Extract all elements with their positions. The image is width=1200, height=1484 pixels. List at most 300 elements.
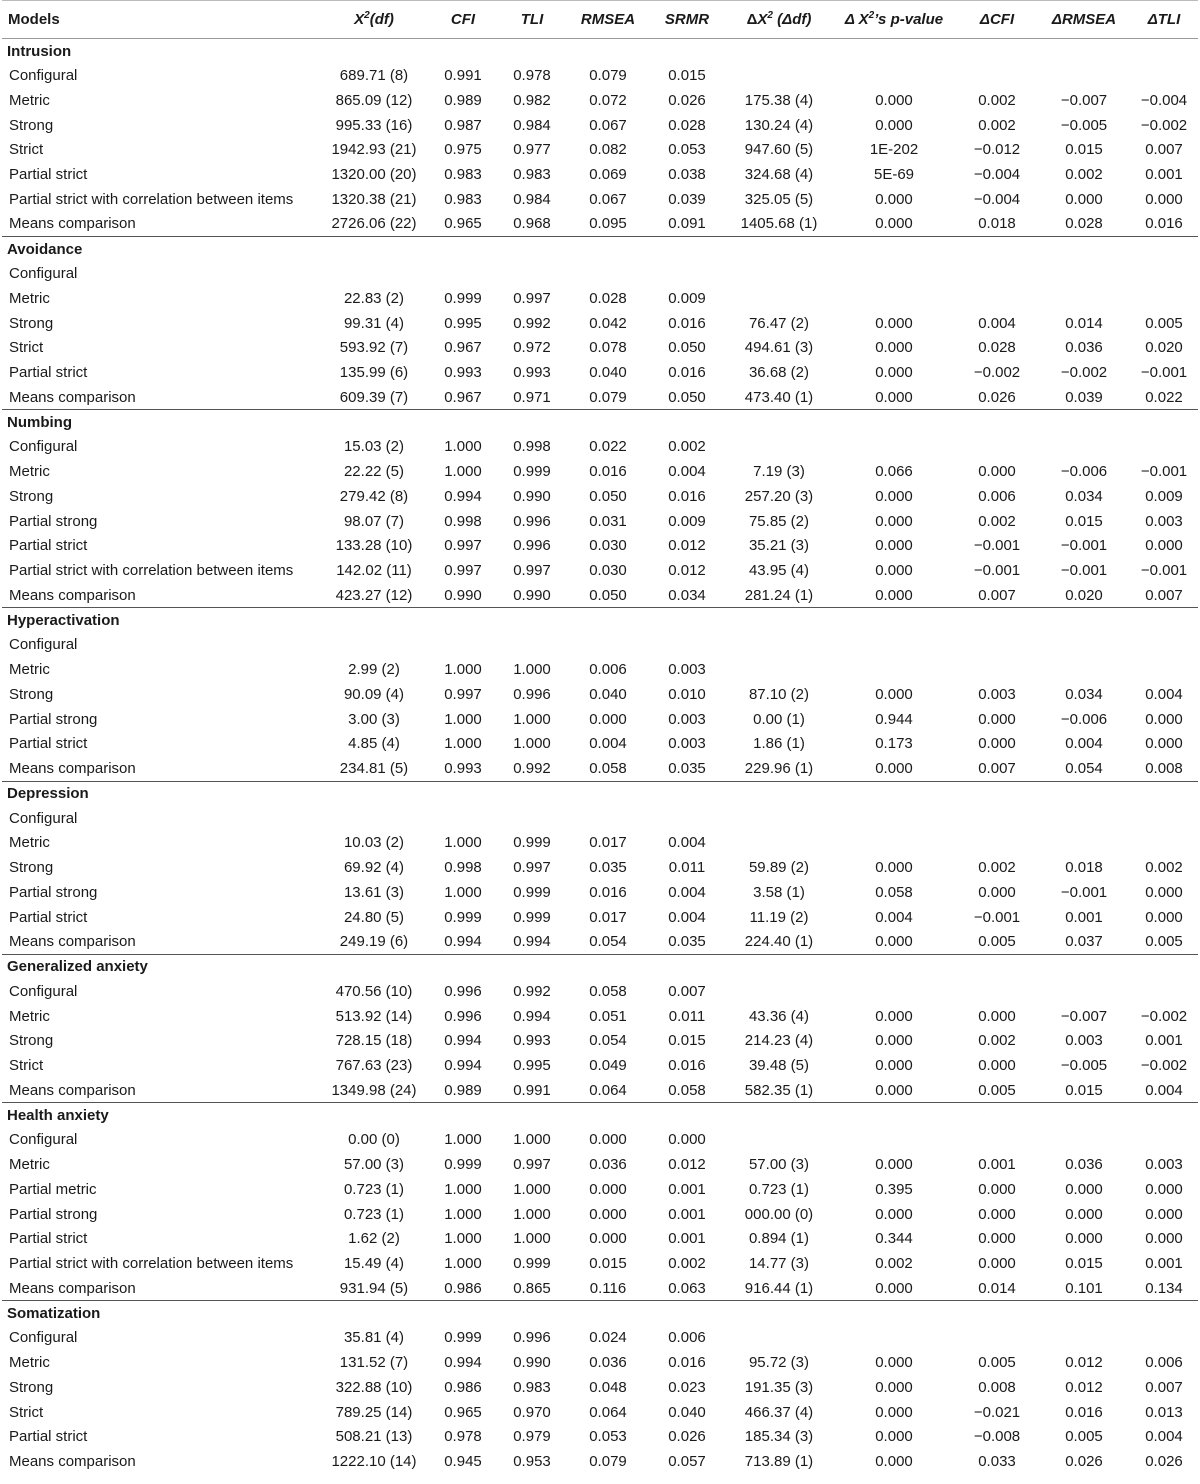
value-cell: 0.000: [875, 190, 913, 208]
value-cell: 0.000: [875, 1081, 913, 1099]
value-cell: [956, 979, 1038, 1004]
value-cell: 214.23 (4): [744, 1032, 814, 1050]
table-row: [2, 633, 1198, 658]
value-cell: 494.61 (3): [744, 339, 814, 357]
value-cell: 0.054: [589, 1032, 627, 1050]
value-cell: 0.983: [444, 190, 482, 208]
table-row: [2, 261, 1198, 286]
value-cell: 0.026: [668, 91, 706, 109]
table-row: [2, 360, 1198, 385]
value-cell: 15.03 (2): [343, 438, 405, 456]
value-cell: [956, 435, 1038, 460]
value-cell: [496, 261, 568, 286]
value-cell: 3.00 (3): [348, 710, 400, 728]
value-cell: 0.069: [589, 166, 627, 184]
value-cell: −0.001: [1140, 463, 1188, 481]
value-cell: 0.002: [1145, 859, 1183, 877]
value-cell: −0.001: [1140, 562, 1188, 580]
value-cell: 0.004: [1145, 1428, 1183, 1446]
value-cell: 0.000: [589, 1230, 627, 1248]
section-header-row: [2, 39, 1198, 64]
value-cell: 0.018: [978, 215, 1016, 233]
value-cell: 0.040: [589, 685, 627, 703]
model-name-cell: Configural: [9, 1329, 78, 1347]
value-cell: 0.004: [978, 314, 1016, 332]
value-cell: 1.000: [513, 1230, 551, 1248]
model-name-cell: Partial strict: [9, 364, 88, 382]
table-row: [2, 930, 1198, 955]
value-cell: 0.998: [444, 512, 482, 530]
value-cell: 0.018: [1065, 859, 1103, 877]
value-cell: [648, 633, 726, 658]
value-cell: 0.001: [1145, 1255, 1183, 1273]
value-cell: 0.004: [668, 463, 706, 481]
value-cell: 0.039: [668, 190, 706, 208]
value-cell: [956, 1326, 1038, 1351]
value-cell: 0.064: [589, 1081, 627, 1099]
value-cell: 224.40 (1): [744, 933, 814, 951]
value-cell: 95.72 (3): [748, 1354, 810, 1372]
value-cell: 0.000: [1065, 1180, 1103, 1198]
value-cell: 75.85 (2): [748, 512, 810, 530]
value-cell: 0.000: [875, 1453, 913, 1471]
value-cell: −0.001: [973, 537, 1021, 555]
value-cell: [430, 261, 496, 286]
value-cell: 0.015: [589, 1255, 627, 1273]
model-name-cell: Partial strict: [9, 537, 88, 555]
model-name-cell: Partial strong: [9, 512, 98, 530]
value-cell: 0.997: [444, 537, 482, 555]
value-cell: 0.996: [513, 537, 551, 555]
value-cell: 11.19 (2): [749, 908, 809, 926]
value-cell: 473.40 (1): [744, 388, 814, 406]
value-cell: 865.09 (12): [335, 91, 413, 109]
value-cell: [832, 1326, 956, 1351]
value-cell: [726, 261, 832, 286]
value-cell: 0.012: [1065, 1378, 1103, 1396]
value-cell: 0.015: [1065, 1081, 1103, 1099]
value-cell: [832, 806, 956, 831]
value-cell: 0.000: [875, 364, 913, 382]
table-row: [2, 831, 1198, 856]
value-cell: 130.24 (4): [744, 116, 814, 134]
value-cell: 57.00 (3): [343, 1156, 405, 1174]
table-row: [2, 979, 1198, 1004]
value-cell: 1222.10 (14): [331, 1453, 417, 1471]
table-row: [2, 1400, 1198, 1425]
value-cell: 0.002: [668, 1255, 706, 1273]
value-cell: 0.003: [978, 685, 1016, 703]
value-cell: 0.028: [978, 339, 1016, 357]
model-name-cell: Partial strict with correlation between items: [9, 562, 294, 580]
value-cell: 0.000: [875, 1378, 913, 1396]
model-name-cell: Strong: [9, 314, 54, 332]
value-cell: 0.116: [589, 1279, 627, 1297]
table-row: [2, 1227, 1198, 1252]
value-cell: 0.994: [513, 1007, 551, 1025]
value-cell: 0.000: [875, 487, 913, 505]
value-cell: 0.865: [513, 1279, 551, 1297]
value-cell: 0.049: [589, 1057, 627, 1075]
value-cell: 0.012: [668, 537, 706, 555]
value-cell: 0.026: [1145, 1453, 1183, 1471]
value-cell: 0.997: [444, 562, 482, 580]
value-cell: 0.016: [589, 883, 627, 901]
value-cell: 0.971: [513, 388, 551, 406]
value-cell: [832, 286, 956, 311]
table-row: [2, 1053, 1198, 1078]
value-cell: 1.000: [444, 834, 482, 852]
value-cell: 0.004: [668, 834, 706, 852]
table-row: [2, 657, 1198, 682]
model-name-cell: Configural: [9, 636, 78, 654]
value-cell: −0.002: [1140, 1057, 1188, 1075]
value-cell: 0.017: [589, 908, 627, 926]
table-row: [2, 311, 1198, 336]
value-cell: 0.723 (1): [343, 1205, 405, 1223]
value-cell: [648, 806, 726, 831]
table-row: [2, 212, 1198, 237]
value-cell: 2.99 (2): [348, 661, 400, 679]
value-cell: 0.005: [978, 1081, 1016, 1099]
value-cell: [956, 633, 1038, 658]
value-cell: 0.072: [589, 91, 627, 109]
value-cell: 0.978: [444, 1428, 482, 1446]
value-cell: 1.000: [444, 1205, 482, 1223]
model-name-cell: Metric: [9, 91, 50, 109]
value-cell: 0.000: [1145, 1230, 1183, 1248]
value-cell: 0.990: [513, 586, 551, 604]
section-title: Numbing: [2, 410, 1198, 435]
value-cell: 0.034: [668, 586, 706, 604]
model-name-cell: Strict: [9, 1403, 44, 1421]
header-x2df: $X^2(df)$: [318, 1, 430, 39]
value-cell: 0.040: [668, 1403, 706, 1421]
value-cell: [496, 633, 568, 658]
value-cell: [956, 806, 1038, 831]
value-cell: 0.003: [1145, 1156, 1183, 1174]
value-cell: 0.050: [668, 388, 706, 406]
value-cell: [1038, 657, 1130, 682]
value-cell: 0.990: [513, 487, 551, 505]
value-cell: 0.030: [589, 562, 627, 580]
value-cell: 0.000: [875, 1007, 913, 1025]
table-row: [2, 583, 1198, 608]
value-cell: 0.977: [513, 141, 551, 159]
value-cell: 1.000: [444, 1255, 482, 1273]
value-cell: 0.036: [1065, 1156, 1103, 1174]
value-cell: 0.990: [513, 1354, 551, 1372]
value-cell: 1.000: [513, 661, 551, 679]
value-cell: [1038, 435, 1130, 460]
value-cell: 728.15 (18): [335, 1032, 413, 1050]
value-cell: 0.001: [668, 1230, 706, 1248]
value-cell: 0.000: [875, 388, 913, 406]
model-name-cell: Metric: [9, 834, 50, 852]
value-cell: 98.07 (7): [343, 512, 405, 530]
model-name-cell: Strong: [9, 1032, 54, 1050]
value-cell: [956, 831, 1038, 856]
value-cell: 1405.68 (1): [740, 215, 818, 233]
value-cell: 0.997: [513, 1156, 551, 1174]
value-cell: 0.038: [668, 166, 706, 184]
value-cell: 713.89 (1): [744, 1453, 814, 1471]
model-name-cell: Configural: [9, 1131, 78, 1149]
value-cell: 0.000: [978, 1230, 1016, 1248]
value-cell: 0.007: [978, 586, 1016, 604]
value-cell: 1.000: [513, 710, 551, 728]
value-cell: 0.990: [444, 586, 482, 604]
model-name-cell: Means comparison: [9, 586, 136, 604]
value-cell: 0.000: [875, 859, 913, 877]
value-cell: 0.000: [875, 1354, 913, 1372]
value-cell: 0.003: [668, 710, 706, 728]
value-cell: 0.000: [875, 215, 913, 233]
value-cell: 0.016: [1145, 215, 1183, 233]
value-cell: 0.996: [444, 982, 482, 1000]
table-body: [2, 39, 1198, 1475]
value-cell: 0.022: [1145, 388, 1183, 406]
header-rmsea: RMSEA: [568, 1, 648, 39]
value-cell: [832, 633, 956, 658]
value-cell: 0.982: [513, 91, 551, 109]
value-cell: 0.002: [875, 1255, 913, 1273]
value-cell: 1.000: [444, 438, 482, 456]
value-cell: −0.005: [1060, 1057, 1108, 1075]
value-cell: 1.000: [444, 735, 482, 753]
value-cell: 0.993: [513, 364, 551, 382]
value-cell: 0.996: [513, 512, 551, 530]
value-cell: 1.000: [444, 883, 482, 901]
value-cell: [726, 435, 832, 460]
value-cell: 947.60 (5): [744, 141, 814, 159]
value-cell: −0.006: [1060, 710, 1108, 728]
model-name-cell: Metric: [9, 463, 50, 481]
model-name-cell: Configural: [9, 265, 78, 283]
value-cell: [1130, 1128, 1198, 1153]
table-row: [2, 187, 1198, 212]
value-cell: 0.057: [668, 1453, 706, 1471]
section-header-row: [2, 410, 1198, 435]
value-cell: 0.058: [668, 1081, 706, 1099]
value-cell: 0.992: [513, 314, 551, 332]
value-cell: 22.83 (2): [343, 289, 405, 307]
value-cell: [726, 1326, 832, 1351]
value-cell: 0.001: [1065, 908, 1103, 926]
value-cell: 0.001: [668, 1180, 706, 1198]
table-row: [2, 534, 1198, 559]
value-cell: 0.000: [875, 759, 913, 777]
value-cell: −0.002: [1140, 116, 1188, 134]
value-cell: [430, 806, 496, 831]
value-cell: 0.999: [444, 908, 482, 926]
value-cell: 0.003: [668, 661, 706, 679]
value-cell: 0.996: [513, 685, 551, 703]
value-cell: 0.00 (1): [753, 710, 805, 728]
value-cell: 0.006: [589, 661, 627, 679]
value-cell: 0.042: [589, 314, 627, 332]
value-cell: 0.035: [589, 859, 627, 877]
model-name-cell: Strong: [9, 487, 54, 505]
value-cell: 0.050: [589, 586, 627, 604]
model-name-cell: Metric: [9, 1007, 50, 1025]
value-cell: [568, 633, 648, 658]
value-cell: 0.000: [875, 685, 913, 703]
value-cell: [726, 286, 832, 311]
value-cell: 508.21 (13): [335, 1428, 413, 1446]
section-title: Intrusion: [7, 42, 72, 60]
value-cell: −0.005: [1060, 116, 1108, 134]
value-cell: 0.037: [1065, 933, 1103, 951]
value-cell: 0.002: [978, 512, 1016, 530]
table-row: [2, 1029, 1198, 1054]
value-cell: 35.21 (3): [748, 537, 810, 555]
value-cell: 0.016: [668, 1354, 706, 1372]
value-cell: −0.002: [973, 364, 1021, 382]
value-cell: 0.967: [444, 339, 482, 357]
value-cell: 0.016: [1065, 1403, 1103, 1421]
section-header-row: [2, 1103, 1198, 1128]
value-cell: 000.00 (0): [744, 1205, 814, 1223]
value-cell: 0.053: [589, 1428, 627, 1446]
value-cell: 0.000: [1145, 1205, 1183, 1223]
value-cell: 1.000: [444, 710, 482, 728]
table-row: [2, 1128, 1198, 1153]
value-cell: 0.997: [444, 685, 482, 703]
value-cell: 0.001: [1145, 1032, 1183, 1050]
value-cell: 0.999: [513, 883, 551, 901]
value-cell: 0.015: [1065, 512, 1103, 530]
value-cell: [1038, 1128, 1130, 1153]
value-cell: 0.000: [978, 463, 1016, 481]
table-row: [2, 1004, 1198, 1029]
model-name-cell: Strict: [9, 339, 44, 357]
value-cell: [496, 806, 568, 831]
value-cell: [1130, 1326, 1198, 1351]
section-title: Avoidance: [2, 237, 1198, 262]
value-cell: 0.035: [668, 759, 706, 777]
value-cell: 0.028: [668, 116, 706, 134]
value-cell: 0.026: [668, 1428, 706, 1446]
value-cell: 43.36 (4): [748, 1007, 810, 1025]
value-cell: 0.989: [444, 1081, 482, 1099]
value-cell: 0.033: [978, 1453, 1016, 1471]
value-cell: 0.000: [875, 1205, 913, 1223]
value-cell: 0.009: [1145, 487, 1183, 505]
value-cell: 0.000: [978, 710, 1016, 728]
value-cell: 0.994: [444, 933, 482, 951]
value-cell: 234.81 (5): [339, 759, 409, 777]
table-row: [2, 1449, 1198, 1474]
value-cell: 0.984: [513, 190, 551, 208]
table-row: [2, 138, 1198, 163]
value-cell: 0.003: [1065, 1032, 1103, 1050]
value-cell: [318, 633, 430, 658]
value-cell: 43.95 (4): [748, 562, 810, 580]
table-row: [2, 806, 1198, 831]
value-cell: [956, 1128, 1038, 1153]
section-title: Generalized anxiety: [2, 954, 1198, 979]
value-cell: 59.89 (2): [748, 859, 810, 877]
value-cell: 470.56 (10): [335, 982, 413, 1000]
model-name-cell: Partial strict: [9, 735, 88, 753]
value-cell: 0.012: [668, 1156, 706, 1174]
model-name-cell: Partial strong: [9, 710, 98, 728]
value-cell: 0.005: [1145, 933, 1183, 951]
value-cell: 0.001: [668, 1205, 706, 1223]
value-cell: 0.010: [668, 685, 706, 703]
model-name-cell: Strong: [9, 685, 54, 703]
value-cell: 0.003: [668, 735, 706, 753]
value-cell: −0.004: [973, 190, 1021, 208]
value-cell: 0.983: [513, 1378, 551, 1396]
value-cell: 0.968: [513, 215, 551, 233]
model-name-cell: Partial strong: [9, 883, 98, 901]
section-header-row: [2, 1301, 1198, 1326]
model-name-cell: Strict: [9, 141, 44, 159]
header-tli: TLI: [496, 1, 568, 39]
value-cell: 4.85 (4): [348, 735, 400, 753]
value-cell: 0.016: [668, 314, 706, 332]
value-cell: 229.96 (1): [744, 759, 814, 777]
value-cell: 0.997: [513, 859, 551, 877]
model-name-cell: Means comparison: [9, 759, 136, 777]
value-cell: [726, 831, 832, 856]
value-cell: 0.000: [875, 933, 913, 951]
value-cell: 0.999: [513, 1255, 551, 1273]
value-cell: 0.006: [1145, 1354, 1183, 1372]
table-row: [2, 1350, 1198, 1375]
value-cell: 0.000: [1145, 735, 1183, 753]
value-cell: 0.002: [978, 1032, 1016, 1050]
value-cell: 0.997: [513, 562, 551, 580]
value-cell: 0.095: [589, 215, 627, 233]
section-title: Depression: [2, 781, 1198, 806]
value-cell: 0.067: [589, 116, 627, 134]
value-cell: 0.000: [875, 1279, 913, 1297]
value-cell: 0.005: [1065, 1428, 1103, 1446]
value-cell: 0.000: [978, 1255, 1016, 1273]
value-cell: 325.05 (5): [744, 190, 814, 208]
value-cell: 0.064: [589, 1403, 627, 1421]
value-cell: 279.42 (8): [339, 487, 409, 505]
value-cell: 0.007: [1145, 586, 1183, 604]
value-cell: 0.000: [589, 1205, 627, 1223]
model-name-cell: Metric: [9, 289, 50, 307]
table-row: [2, 1152, 1198, 1177]
header-delta-rmsea: ΔRMSEA: [1038, 1, 1130, 39]
value-cell: 0.996: [513, 1329, 551, 1347]
section-header-row: [2, 237, 1198, 262]
value-cell: [726, 1128, 832, 1153]
value-cell: −0.001: [1060, 562, 1108, 580]
value-cell: 0.994: [444, 1354, 482, 1372]
table-row: [2, 509, 1198, 534]
value-cell: 36.68 (2): [748, 364, 810, 382]
model-name-cell: Means comparison: [9, 1279, 136, 1297]
header-delta-x2-pvalue: Δ $X^2’s$ p-value: [832, 1, 956, 39]
value-cell: [1130, 63, 1198, 88]
value-cell: 0.979: [513, 1428, 551, 1446]
value-cell: 35.81 (4): [343, 1329, 405, 1347]
value-cell: 131.52 (7): [339, 1354, 409, 1372]
value-cell: 0.030: [589, 537, 627, 555]
value-cell: 0.997: [513, 289, 551, 307]
value-cell: 0.983: [513, 166, 551, 184]
value-cell: 0.000: [668, 1131, 706, 1149]
model-name-cell: Partial strict: [9, 1230, 88, 1248]
value-cell: 0.000: [589, 1131, 627, 1149]
